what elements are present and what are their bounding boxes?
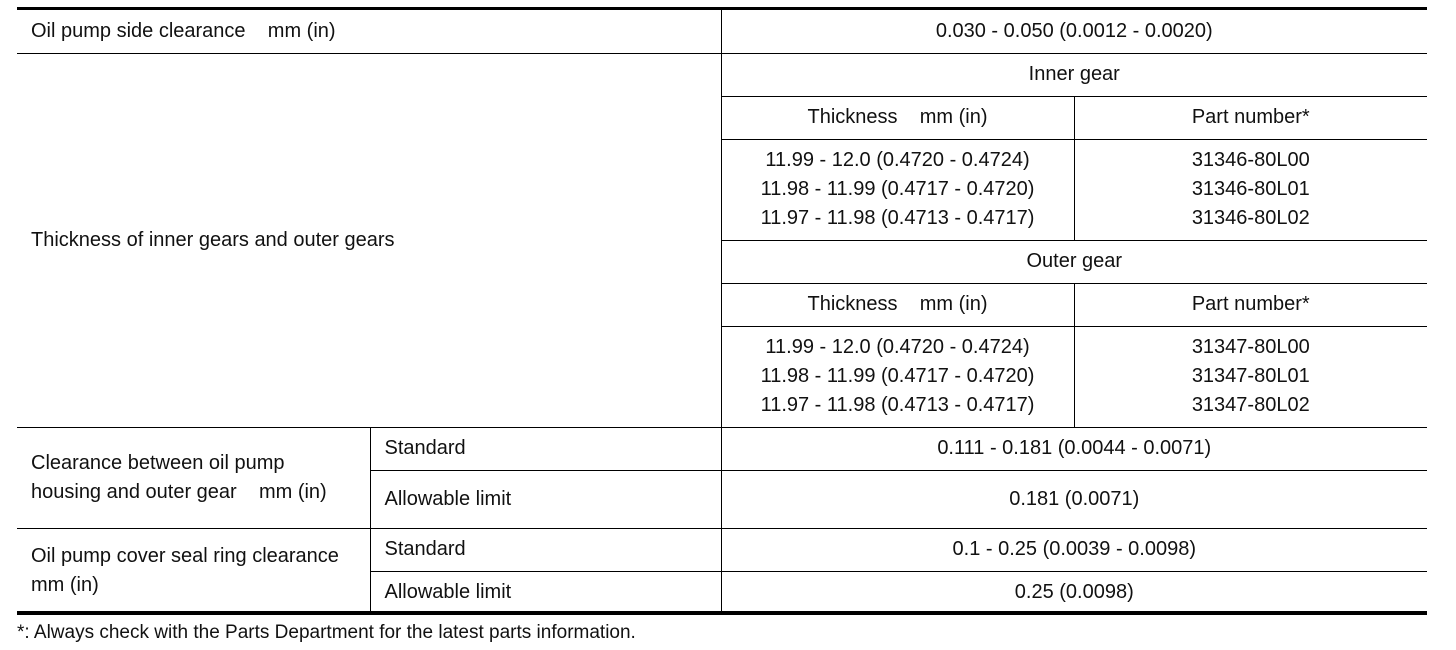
inner-gear-heading: Inner gear [721,53,1427,96]
gear-thickness-label: Thickness of inner gears and outer gears [17,53,721,427]
table-row [17,427,1427,470]
side-clearance-value: 0.030 - 0.050 (0.0012 - 0.0020) [721,10,1427,53]
inner-thickness-2: 11.98 - 11.99 (0.4717 - 0.4720) [760,178,1035,200]
outer-thickness-header: Thickness mm (in) [721,283,1074,326]
outer-part-values [1074,326,1427,427]
housing-standard-label: Standard [370,427,721,470]
inner-part-2: 31346-80L01 [1191,178,1310,200]
spec-table [17,10,1427,615]
inner-thickness-1: 11.99 - 12.0 (0.4720 - 0.4724) [765,149,1030,171]
inner-part-1: 31346-80L00 [1191,149,1310,171]
inner-part-header: Part number* [1074,96,1427,139]
outer-gear-heading: Outer gear [721,240,1427,283]
housing-standard-value: 0.111 - 0.181 (0.0044 - 0.0071) [721,427,1427,470]
table-row [17,53,1427,96]
seal-limit-label: Allowable limit [370,571,721,614]
table-row [17,10,1427,53]
footnote: *: Always check with the Parts Department for the latest parts information. [17,622,636,643]
seal-standard-label: Standard [370,528,721,571]
outer-part-1: 31347-80L00 [1191,336,1310,358]
table-bottom-rule [17,611,1427,615]
outer-thickness-values [721,326,1074,427]
inner-part-3: 31346-80L02 [1191,207,1310,229]
housing-limit-label: Allowable limit [370,470,721,528]
outer-part-2: 31347-80L01 [1191,365,1310,387]
housing-clearance-label: Clearance between oil pump housing and outer gear mm (in) [17,427,370,528]
seal-standard-value: 0.1 - 0.25 (0.0039 - 0.0098) [721,528,1427,571]
side-clearance-label: Oil pump side clearance mm (in) [17,10,721,53]
outer-thickness-1: 11.99 - 12.0 (0.4720 - 0.4724) [765,336,1030,358]
outer-thickness-2: 11.98 - 11.99 (0.4717 - 0.4720) [760,365,1035,387]
seal-limit-value: 0.25 (0.0098) [721,571,1427,614]
housing-limit-value: 0.181 (0.0071) [721,470,1427,528]
inner-part-values [1074,139,1427,240]
inner-thickness-3: 11.97 - 11.98 (0.4713 - 0.4717) [760,207,1035,229]
outer-part-header: Part number* [1074,283,1427,326]
inner-thickness-values [721,139,1074,240]
inner-thickness-header: Thickness mm (in) [721,96,1074,139]
seal-ring-label: Oil pump cover seal ring clearance mm (in) [17,528,370,614]
outer-thickness-3: 11.97 - 11.98 (0.4713 - 0.4717) [760,394,1035,416]
outer-part-3: 31347-80L02 [1191,394,1310,416]
table-row [17,528,1427,571]
